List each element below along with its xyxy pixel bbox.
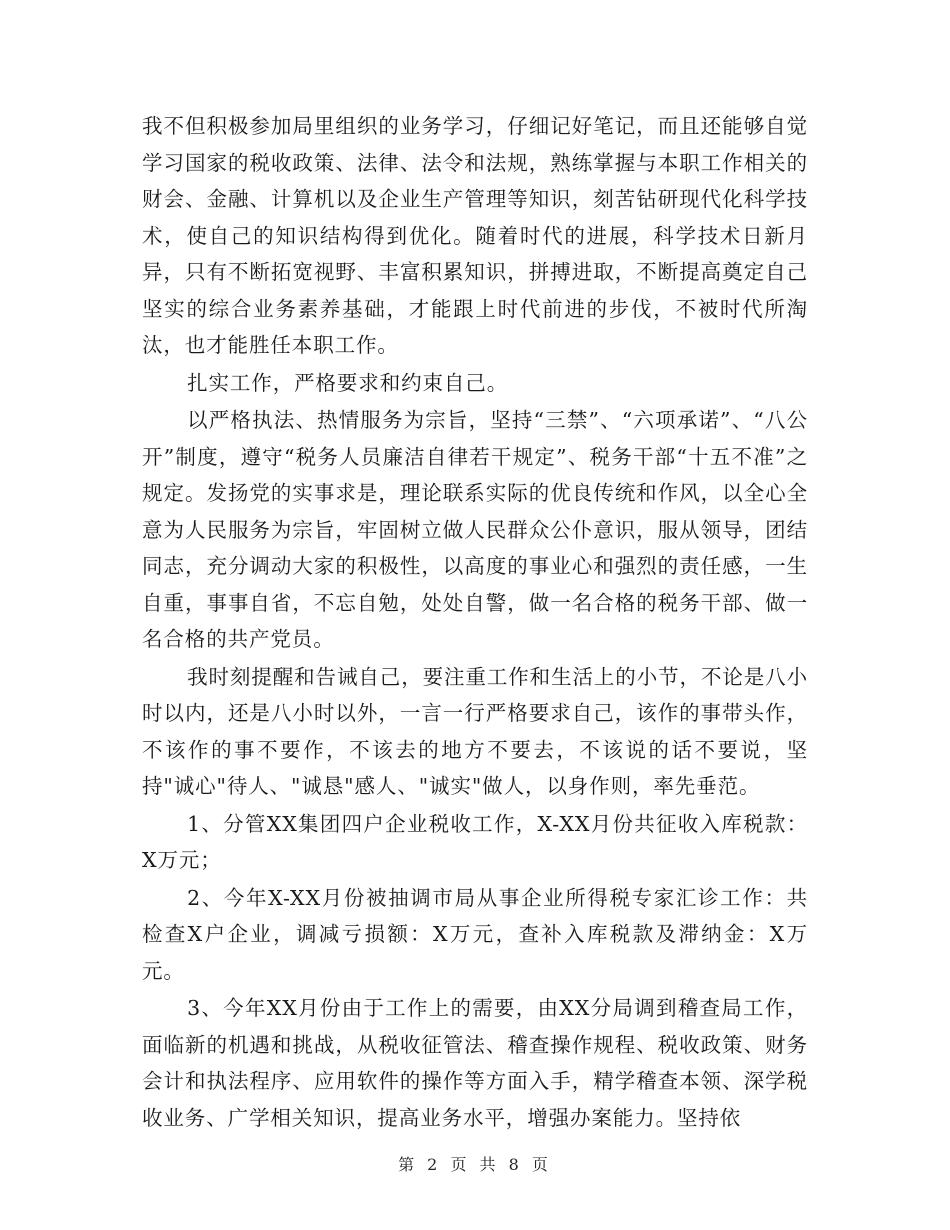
paragraph-study: 我不但积极参加局里组织的业务学习，仔细记好笔记，而且还能够自觉学习国家的税收政策、法律、法令和法规，熟练掌握与本职工作相关的财会、金融、计算机以及企业生产管理等知识，刻苦钻研现代化科学技术，使自己的知识结构得到优化。随着时代的进展，科学技术日新月异，只有不断拓宽视野、丰富积累知识，拼搏进取，不断提高奠定自己坚实的综合业务素养基础，才能跟上时代前进的步伐，不被时代所淘汰，也才能胜任本职工作。 [142, 114, 808, 357]
paragraph-self-reminder: 我时刻提醒和告诫自己，要注重工作和生活上的小节，不论是八小时以内，还是八小时以外，一言一行严格要求自己，该作的事带头作，不该作的事不要作，不该去的地方不要去，不该说的话不要说，坚持"诚心"待人、"诚恳"感人、"诚实"做人，以身作则，率先垂范。 [142, 664, 808, 798]
document-body [142, 108, 808, 1137]
paragraph-heading-work: 扎实工作，严格要求和约束自己。 [187, 370, 509, 395]
paragraph-discipline: 以严格执法、热情服务为宗旨，坚持“三禁”、“六项承诺”、“八公开”制度，遵守“税务人员廉洁自律若干规定”、税务干部“十五不准”之规定。发扬党的实事求是，理论联系实际的优良传统和作风，以全心全意为人民服务为宗旨，牢固树立做人民群众公仆意识，服从领导，团结同志，充分调动大家的积极性，以高度的事业心和强烈的责任感，一生自重，事事自省，不忘自勉，处处自警，做一名合格的税务干部、做一名合格的共产党员。 [142, 408, 808, 651]
page-number-footer: 第 2 页 共 8 页 [398, 1155, 552, 1174]
list-item-1: 1、分管XX集团四户企业税收工作，X-XX月份共征收入库税款：X万元； [142, 811, 808, 872]
list-item-2: 2、今年X-XX月份被抽调市局从事企业所得税专家汇诊工作：共检查X户企业，调减亏损额：X万元，查补入库税款及滞纳金：X万元。 [142, 885, 808, 983]
list-item-3: 3、今年XX月份由于工作上的需要，由XX分局调到稽查局工作，面临新的机遇和挑战，从税收征管法、稽查操作规程、税收政策、财务会计和执法程序、应用软件的操作等方面入手，精学稽查本领、深学税收业务、广学相关知识，提高业务水平，增强办案能力。坚持依 [142, 996, 808, 1130]
